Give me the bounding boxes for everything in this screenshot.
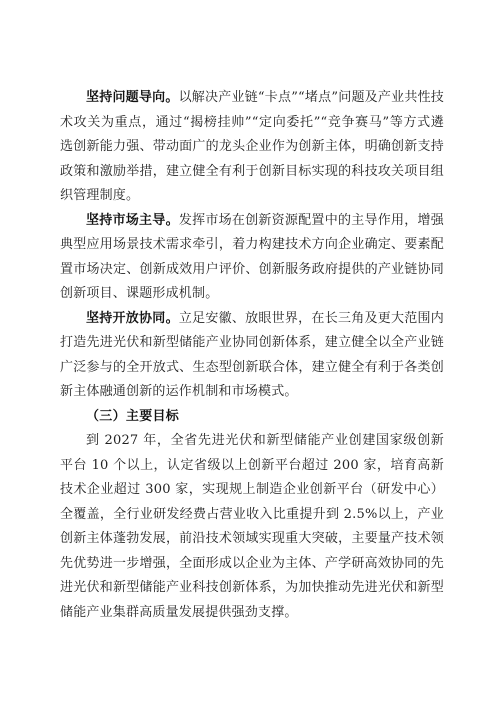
principle-body: 以解决产业链“卡点”“堵点”问题及产业共性技术攻关为重点，通过“揭榜挂帅”“定向委托”“竞争赛马”等方式遴选创新能力强、带动面广的龙头企业作为创新主体，明确创新支持政策和激励举措，建立健全有利于创新目标实现的科技攻关项目组织管理制度。 [60,90,444,203]
principle-open-collaboration [60,307,444,405]
principle-body: 立足安徽、放眼世界，在长三角及更大范围内打造先进光伏和新型储能产业协同创新体系，建立健全以全产业链广泛参与的全开放式、生态型创新联合体，建立健全有利于各类创新主体融通创新的运作机制和市场模式。 [60,310,444,399]
principle-body: 发挥市场在创新资源配置中的主导作用，增强典型应用场景技术需求牵引，着力构建技术方向企业确定、要素配置市场决定、创新成效用户评价、创新服务政府提供的产业链协同创新项目、课题形成机制。 [60,212,444,301]
goal-paragraph: 到 2027 年，全省先进光伏和新型储能产业创建国家级创新平台 10 个以上，认定省级以上创新平台超过 200 家，培育高新技术企业超过 300 家，实现规上制造企业创新平台（研发中心）全覆盖，全行业研发经费占营业收入比重提升到 2.5%以上，产业创新主体蓬勃发展，前沿技术领域实现重大突破，主要量产技术领先优势进一步增强，全面形成以企业为主体、产学研高效协同的先进光伏和新型储能产业科技创新体系，为加快推动先进光伏和新型储能产业集群高质量发展提供强劲支撑。 [60,433,444,620]
section-heading: （三）主要目标 [86,408,180,424]
principle-title: 坚持市场主导。 [86,212,179,228]
principle-market-led [60,209,444,307]
principle-title: 坚持开放协同。 [86,310,179,326]
principle-title: 坚持问题导向。 [86,90,179,105]
principle-problem-oriented [60,86,444,209]
